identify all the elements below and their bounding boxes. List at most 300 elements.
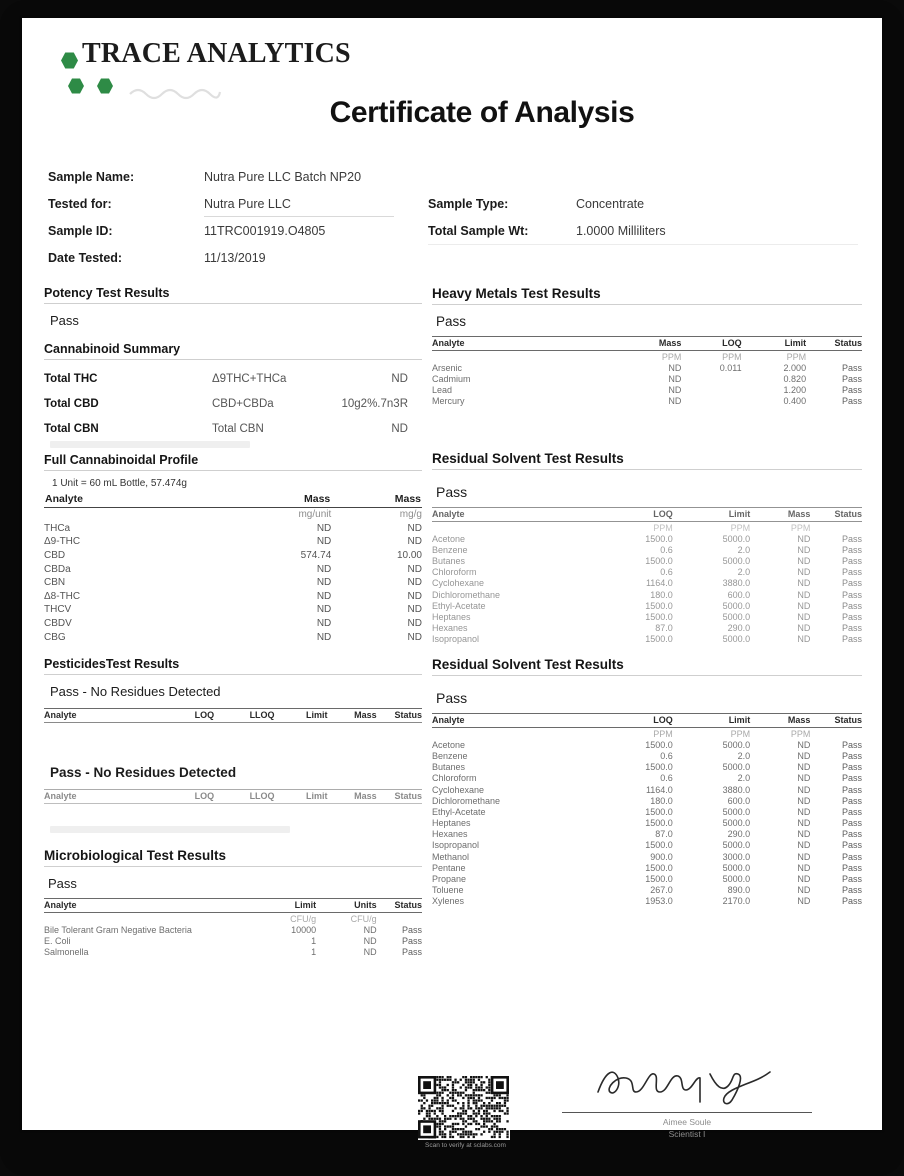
- column-header: Limit: [256, 898, 316, 912]
- residual-solvents-table-2: [432, 713, 862, 907]
- cell-mass: ND: [797, 896, 811, 907]
- summary-name: Total THC: [44, 373, 98, 385]
- table-row: [432, 784, 862, 795]
- cell-status: Pass: [841, 578, 862, 589]
- table-row: [44, 535, 422, 549]
- cell-analyte: CBN: [44, 577, 66, 589]
- cell-mass: ND: [797, 874, 811, 885]
- cell-limit: 5000.0: [722, 533, 751, 544]
- cell-loq: 0.6: [660, 544, 673, 555]
- microbiological-verdict: Pass: [48, 875, 77, 891]
- cell-status: Pass: [841, 784, 862, 795]
- column-header: Limit: [275, 789, 328, 803]
- cell-limit: 0.400: [783, 396, 807, 407]
- unit-cell: mg/unit: [298, 509, 332, 521]
- cell-loq: 1164.0: [645, 578, 673, 589]
- right-column: [432, 286, 862, 907]
- cell-mass-g: 10.00: [396, 550, 422, 562]
- cell-status: Pass: [841, 773, 862, 784]
- cell-analyte: Butanes: [432, 556, 466, 567]
- unit-note: 1 Unit = 60 mL Bottle, 57.474g: [52, 478, 187, 489]
- cell-analyte: Benzene: [432, 750, 468, 761]
- meta-value: 11TRC001919.O4805: [204, 224, 326, 238]
- unit-cell: [44, 508, 225, 522]
- cell-mass: ND: [668, 362, 682, 373]
- summary-name: Total CBN: [44, 423, 99, 435]
- unit-cell: [432, 351, 621, 363]
- cell-analyte: Cadmium: [432, 373, 471, 384]
- table-row: [432, 750, 862, 761]
- cell-mass-unit: ND: [316, 563, 332, 575]
- unit-cell: [432, 728, 604, 740]
- cell-analyte: Butanes: [432, 762, 466, 773]
- cell-limit: 1: [311, 935, 317, 946]
- cell-analyte: Chloroform: [432, 773, 477, 784]
- meta-value: Nutra Pure LLC: [204, 197, 291, 211]
- meta-label: Sample Type:: [428, 197, 509, 211]
- table-row: [44, 522, 422, 536]
- cell-analyte: Isopropanol: [432, 634, 480, 645]
- cell-mass: ND: [797, 739, 811, 750]
- potency-verdict: Pass: [50, 313, 79, 328]
- column-header: Status: [377, 898, 422, 912]
- cell-loq: [681, 385, 741, 396]
- table-row: [432, 885, 862, 896]
- table-row: [432, 396, 862, 407]
- unit-cell: PPM: [790, 522, 811, 533]
- table-row: [44, 562, 422, 576]
- cell-analyte: THCa: [44, 522, 71, 534]
- cell-limit: 890.0: [727, 885, 751, 896]
- microbiological-table: [44, 898, 422, 958]
- summary-name: Total CBD: [44, 398, 99, 410]
- summary-value: ND: [391, 423, 408, 435]
- section-heading-cannabinoid-profile: Full Cannabinoidal Profile: [44, 453, 422, 471]
- column-header: Mass: [750, 714, 810, 728]
- cell-analyte: Acetone: [432, 739, 466, 750]
- cell-limit: 5000.0: [722, 612, 751, 623]
- column-header: Mass: [327, 789, 376, 803]
- pesticides-table-1: [44, 708, 422, 723]
- unit-cell: [432, 521, 604, 533]
- unit-cell: PPM: [653, 522, 673, 533]
- cell-mass: ND: [797, 762, 811, 773]
- cell-status: Pass: [841, 818, 862, 829]
- column-header: Limit: [742, 337, 807, 351]
- cell-units: ND: [363, 947, 377, 958]
- cell-analyte: Dichloromethane: [432, 589, 501, 600]
- cell-limit: 5000.0: [722, 762, 751, 773]
- cell-status: Pass: [841, 385, 862, 396]
- cell-loq: 1500.0: [645, 556, 673, 567]
- column-header: Mass: [621, 337, 681, 351]
- cell-limit: 3880.0: [722, 784, 751, 795]
- table-row: [44, 549, 422, 563]
- cell-status: Pass: [841, 874, 862, 885]
- cell-analyte: Toluene: [432, 885, 464, 896]
- cannabinoid-profile-table: [44, 492, 422, 644]
- pesticides-verdict-1: Pass - No Residues Detected: [50, 683, 221, 699]
- column-header: Limit: [673, 714, 750, 728]
- unit-cell: [810, 521, 862, 533]
- residual-solvents-2-body: [432, 728, 862, 908]
- cell-status: Pass: [841, 829, 862, 840]
- unit-cell: PPM: [790, 728, 811, 739]
- table-row: [44, 576, 422, 590]
- cell-mass: ND: [797, 795, 811, 806]
- signature-block: [562, 1066, 812, 1139]
- cell-mass: ND: [668, 385, 682, 396]
- cell-status: Pass: [401, 935, 422, 946]
- residual-solvents-table-1: [432, 507, 862, 645]
- cell-limit: 5000.0: [722, 634, 751, 645]
- cell-mass: ND: [797, 556, 811, 567]
- cell-status: Pass: [841, 896, 862, 907]
- cell-mass-g: ND: [407, 631, 422, 643]
- cell-loq: 1953.0: [645, 896, 673, 907]
- column-header: Analyte: [432, 507, 604, 521]
- cell-mass: ND: [797, 806, 811, 817]
- table-row: [432, 829, 862, 840]
- table-row: [432, 623, 862, 634]
- meta-value: 11/13/2019: [204, 251, 266, 265]
- cell-loq: 1500.0: [645, 874, 673, 885]
- cell-mass: ND: [797, 544, 811, 555]
- cell-status: Pass: [841, 589, 862, 600]
- cell-analyte: CBG: [44, 631, 66, 643]
- cell-units: ND: [363, 924, 377, 935]
- cell-mass-g: ND: [407, 563, 422, 575]
- table-row: [432, 634, 862, 645]
- table-row: [432, 773, 862, 784]
- unit-cell: [806, 351, 862, 363]
- column-header: LOQ: [604, 714, 673, 728]
- cell-analyte: Heptanes: [432, 818, 471, 829]
- cell-mass: ND: [797, 840, 811, 851]
- cell-limit: 600.0: [727, 795, 751, 806]
- page-title: Certificate of Analysis: [329, 96, 635, 129]
- table-row: [432, 795, 862, 806]
- cell-loq: 0.011: [719, 362, 742, 373]
- pesticides-table-2: [44, 789, 422, 804]
- cannabinoid-profile-body: [44, 508, 422, 644]
- table-row: [432, 385, 862, 396]
- cell-loq: 180.0: [650, 795, 673, 806]
- table-row: [432, 373, 862, 384]
- cell-analyte: Benzene: [432, 544, 468, 555]
- cell-status: Pass: [841, 885, 862, 896]
- cell-analyte: Salmonella: [44, 947, 89, 958]
- table-row: [432, 840, 862, 851]
- cell-loq: 180.0: [650, 589, 673, 600]
- scan-artifact: [50, 826, 290, 833]
- table-row: [432, 862, 862, 873]
- cell-status: Pass: [841, 762, 862, 773]
- meta-value: Nutra Pure LLC Batch NP20: [204, 170, 362, 184]
- cell-status: Pass: [841, 795, 862, 806]
- cell-mass: ND: [797, 589, 811, 600]
- column-header: Mass: [225, 492, 331, 508]
- cell-mass-g: ND: [407, 522, 422, 534]
- section-heading-heavy-metals: Heavy Metals Test Results: [432, 286, 862, 305]
- divider: [204, 216, 394, 217]
- unit-cell: mg/g: [399, 509, 422, 521]
- cell-limit: 290.0: [727, 623, 751, 634]
- section-heading-potency: Potency Test Results: [44, 286, 422, 304]
- cell-loq: 1500.0: [645, 634, 673, 645]
- residual-solvents-1-body: [432, 521, 862, 645]
- cell-mass: ND: [797, 634, 811, 645]
- cell-analyte: THCV: [44, 604, 72, 616]
- cell-mass: ND: [797, 885, 811, 896]
- unit-cell: PPM: [730, 728, 751, 739]
- cell-limit: 5000.0: [722, 840, 751, 851]
- cell-status: Pass: [841, 634, 862, 645]
- cell-mass: ND: [797, 612, 811, 623]
- section-heading-residual-solvents-2: Residual Solvent Test Results: [432, 657, 862, 676]
- table-header-row: [432, 507, 862, 521]
- cell-mass: ND: [797, 533, 811, 544]
- table-row: [432, 762, 862, 773]
- cell-status: Pass: [841, 544, 862, 555]
- column-header: Mass: [750, 507, 810, 521]
- table-row: [432, 556, 862, 567]
- units-row: [432, 351, 862, 363]
- cell-mass: ND: [797, 578, 811, 589]
- table-row: [432, 611, 862, 622]
- divider: [428, 244, 858, 245]
- summary-row: [44, 398, 422, 410]
- cell-status: Pass: [401, 924, 422, 935]
- summary-formula: Δ9THC+THCa: [212, 373, 287, 385]
- unit-cell: PPM: [653, 728, 673, 739]
- column-header: Analyte: [432, 714, 604, 728]
- meta-label: Total Sample Wt:: [428, 224, 529, 238]
- cell-analyte: Heptanes: [432, 612, 471, 623]
- cell-loq: 87.0: [655, 623, 673, 634]
- cell-loq: 1500.0: [645, 739, 673, 750]
- table-row: [432, 818, 862, 829]
- cell-status: Pass: [841, 862, 862, 873]
- cell-analyte: CBDa: [44, 563, 71, 575]
- cell-analyte: Arsenic: [432, 362, 463, 373]
- table-row: [432, 362, 862, 373]
- cell-status: Pass: [841, 840, 862, 851]
- column-header: Limit: [275, 708, 328, 722]
- column-header: LOQ: [157, 789, 214, 803]
- microbiological-body: [44, 912, 422, 957]
- cell-mass-unit: ND: [316, 618, 332, 630]
- cell-mass-g: ND: [407, 577, 422, 589]
- column-header: LLOQ: [214, 708, 274, 722]
- cell-limit: 5000.0: [722, 600, 751, 611]
- table-row: [44, 947, 422, 958]
- cell-loq: 0.6: [660, 567, 673, 578]
- table-row: [432, 851, 862, 862]
- table-row: [432, 578, 862, 589]
- table-row: [44, 630, 422, 644]
- cell-status: Pass: [841, 806, 862, 817]
- cell-analyte: Hexanes: [432, 829, 468, 840]
- cell-analyte: Hexanes: [432, 623, 468, 634]
- cell-analyte: Xylenes: [432, 896, 465, 907]
- cell-analyte: Propane: [432, 874, 467, 885]
- cell-limit: 5000.0: [722, 818, 751, 829]
- cell-limit: 600.0: [727, 589, 751, 600]
- sample-metadata: [22, 166, 882, 271]
- cell-limit: 2.0: [737, 544, 751, 555]
- column-header: Units: [316, 898, 376, 912]
- unit-cell: CFU/g: [290, 913, 317, 924]
- company-logo: [44, 36, 374, 100]
- cell-loq: 900.0: [650, 851, 673, 862]
- table-row: [432, 806, 862, 817]
- section-heading-pesticides: PesticidesTest Results: [44, 657, 422, 675]
- summary-formula: CBD+CBDa: [212, 398, 274, 410]
- summary-value: ND: [391, 373, 408, 385]
- cell-loq: 1500.0: [645, 612, 673, 623]
- cell-analyte: Ethyl-Acetate: [432, 806, 486, 817]
- cell-analyte: Isopropanol: [432, 840, 480, 851]
- cell-status: Pass: [401, 947, 422, 958]
- heavy-metals-table: [432, 336, 862, 407]
- handwritten-signature-icon: [592, 1062, 782, 1106]
- column-header: LOQ: [604, 507, 673, 521]
- column-header: Status: [377, 708, 422, 722]
- summary-row: [44, 423, 422, 435]
- pesticides-verdict-2: Pass - No Residues Detected: [50, 764, 237, 780]
- table-row: [432, 544, 862, 555]
- cell-analyte: Pentane: [432, 862, 466, 873]
- cell-limit: 5000.0: [722, 806, 751, 817]
- cell-mass-unit: ND: [316, 577, 332, 589]
- table-row: [432, 896, 862, 907]
- cell-loq: 1500.0: [645, 840, 673, 851]
- cell-limit: 0.820: [783, 373, 807, 384]
- cell-mass-unit: ND: [316, 631, 332, 643]
- cell-mass-unit: ND: [316, 536, 332, 548]
- cell-status: Pass: [841, 362, 862, 373]
- meta-label: Date Tested:: [48, 251, 123, 265]
- column-header: Limit: [673, 507, 750, 521]
- cell-loq: 0.6: [660, 750, 673, 761]
- cell-analyte: Cyclohexane: [432, 784, 485, 795]
- meta-label: Sample ID:: [48, 224, 113, 238]
- cell-limit: 2.0: [737, 567, 751, 578]
- table-row: [44, 924, 422, 935]
- heavy-metals-verdict: Pass: [436, 314, 467, 329]
- page-footer: [22, 1058, 882, 1149]
- column-header: Mass: [327, 708, 376, 722]
- column-header: Analyte: [44, 898, 256, 912]
- cell-status: Pass: [841, 851, 862, 862]
- table-row: [432, 600, 862, 611]
- column-header: Status: [810, 714, 862, 728]
- logo-hex-icon: [97, 78, 113, 94]
- cell-limit: 3000.0: [722, 851, 751, 862]
- table-row: [432, 589, 862, 600]
- cell-limit: 2.000: [783, 362, 807, 373]
- cell-limit: 3880.0: [722, 578, 751, 589]
- left-column: [44, 286, 422, 958]
- cell-mass: ND: [797, 773, 811, 784]
- cell-status: Pass: [841, 556, 862, 567]
- summary-formula: Total CBN: [212, 423, 264, 435]
- units-row: [44, 508, 422, 522]
- signer-name: Aimee Soule: [662, 1117, 712, 1127]
- table-header-row: [44, 492, 422, 508]
- cell-status: Pass: [841, 567, 862, 578]
- meta-label: Sample Name:: [48, 170, 135, 184]
- cell-analyte: CBD: [44, 550, 66, 562]
- cell-mass: ND: [668, 396, 682, 407]
- cell-loq: 1500.0: [645, 806, 673, 817]
- cell-limit: 1: [311, 947, 317, 958]
- table-row: [44, 590, 422, 604]
- column-header: Status: [806, 337, 862, 351]
- cell-mass: ND: [797, 600, 811, 611]
- cell-limit: 2.0: [737, 750, 751, 761]
- column-header: Analyte: [44, 708, 157, 722]
- cell-analyte: CBDV: [44, 618, 72, 630]
- table-header-row: [44, 708, 422, 722]
- summary-value: 10g2%.7n3R: [341, 398, 408, 410]
- table-header-row: [432, 337, 862, 351]
- cell-limit: 5000.0: [722, 862, 751, 873]
- column-header: LOQ: [681, 337, 741, 351]
- cell-status: Pass: [841, 623, 862, 634]
- cell-loq: 87.0: [655, 829, 673, 840]
- company-name: TRACE ANALYTICS: [82, 38, 351, 69]
- cell-mass: ND: [797, 567, 811, 578]
- meta-value: Concentrate: [576, 197, 645, 211]
- cell-limit: 290.0: [727, 829, 751, 840]
- cell-analyte: Δ9-THC: [44, 536, 81, 548]
- unit-cell: CFU/g: [350, 913, 377, 924]
- cell-analyte: Mercury: [432, 396, 465, 407]
- cell-status: Pass: [841, 600, 862, 611]
- cell-loq: [681, 396, 741, 407]
- cell-limit: 5000.0: [722, 556, 751, 567]
- cell-status: Pass: [841, 612, 862, 623]
- cell-loq: 1500.0: [645, 533, 673, 544]
- unit-cell: PPM: [722, 351, 742, 362]
- signer-role: Scientist I: [668, 1129, 706, 1139]
- section-heading-cannabinoid-summary: Cannabinoid Summary: [44, 342, 422, 360]
- unit-cell: PPM: [730, 522, 751, 533]
- unit-cell: [44, 912, 256, 924]
- column-header: Mass: [331, 492, 422, 508]
- table-row: [432, 533, 862, 544]
- cell-mass-unit: ND: [316, 522, 332, 534]
- units-row: [44, 912, 422, 924]
- section-heading-microbiological: Microbiological Test Results: [44, 848, 422, 867]
- signature-line: [562, 1066, 812, 1113]
- cell-mass-g: ND: [407, 590, 422, 602]
- cell-mass: ND: [668, 373, 682, 384]
- table-row: [44, 617, 422, 631]
- verification-qr-code[interactable]: [418, 1076, 510, 1140]
- column-header: LLOQ: [214, 789, 274, 803]
- unit-cell: PPM: [786, 351, 807, 362]
- unit-cell: PPM: [661, 351, 682, 362]
- meta-value: 1.0000 Milliliters: [576, 224, 666, 238]
- cell-status: Pass: [841, 533, 862, 544]
- cell-loq: 1500.0: [645, 762, 673, 773]
- cell-limit: 1.200: [783, 385, 807, 396]
- table-row: [432, 873, 862, 884]
- meta-label: Tested for:: [48, 197, 112, 211]
